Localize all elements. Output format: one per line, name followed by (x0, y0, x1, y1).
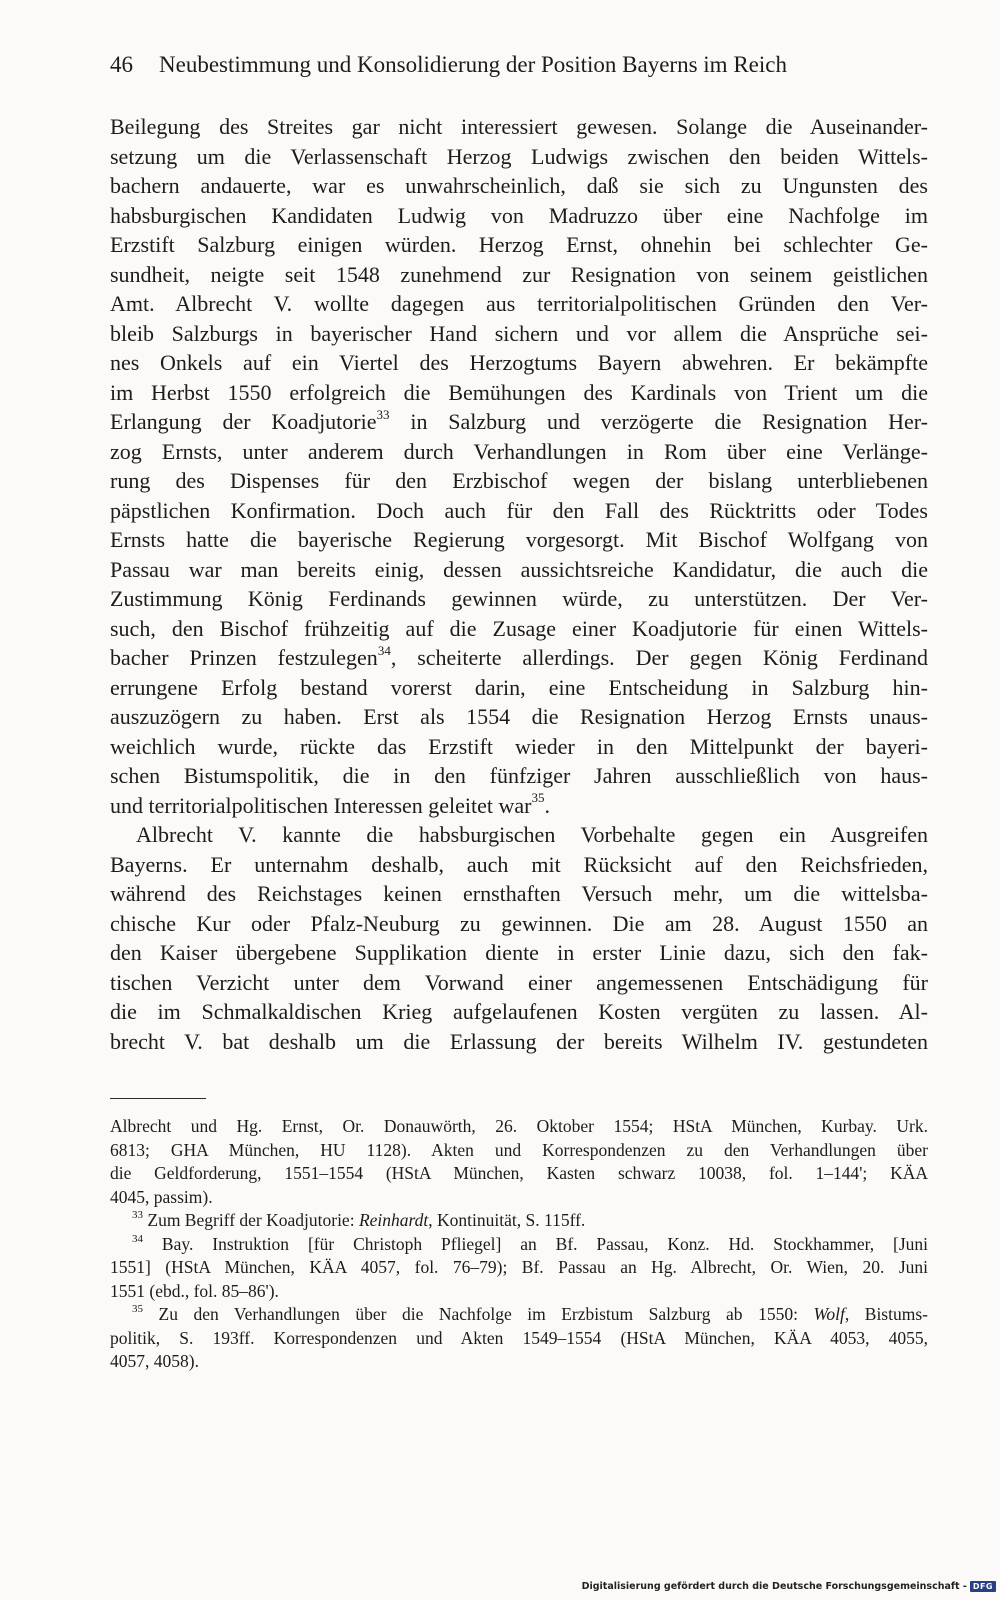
line-text: Amt. Albrecht V. wollte dagegen aus territorialpolitischen Gründen den Ver- (110, 291, 928, 316)
text-line (110, 201, 928, 231)
running-title: Neubestimmung und Konsolidierung der Position Bayerns im Reich (159, 52, 787, 77)
text-line (110, 142, 928, 172)
text-line (110, 437, 928, 467)
line-text: Passau war man bereits einig, dessen aussichtsreiche Kandidatur, die auch die (110, 556, 928, 582)
line-text: bachern andauerte, war es unwahrscheinlich, daß sie sich zu Ungunsten des (110, 173, 928, 198)
footnote-line (110, 1115, 928, 1139)
line-text: rung des Dispenses für den Erzbischof wegen der bislang unterbliebenen (110, 468, 928, 493)
footnote-line (110, 1186, 928, 1210)
text-line (110, 909, 928, 939)
line-text: bleib Salzburgs in bayerischer Hand sichern und vor allem die Ansprüche sei- (110, 320, 928, 346)
text-line (110, 112, 928, 142)
author-name: Reinhardt (358, 1210, 429, 1230)
footnote-separator (110, 1098, 206, 1099)
line-text: 6813; GHA München, HU 1128). Akten und Korrespondenzen zu den Verhandlungen über (110, 1139, 928, 1160)
text-line (110, 230, 928, 260)
text-line (110, 938, 928, 968)
text-line (110, 702, 928, 732)
footnote-line (110, 1139, 928, 1163)
line-text: habsburgischen Kandidaten Ludwig von Madruzzo über eine Nachfolge im (110, 202, 928, 228)
line-text-tail: in Salzburg und verzögerte die Resignation Her- (389, 409, 928, 434)
credit-text: Digitalisierung gefördert durch die Deutsche Forschungsgemeinschaft - (581, 1581, 967, 1592)
footnote-text: Zu den Verhandlungen über die Nachfolge im Erzbistum Salzburg ab 1550: (143, 1304, 814, 1324)
text-line (110, 968, 928, 998)
text-line (110, 171, 928, 201)
text-line (110, 614, 928, 644)
line-text: setzung um die Verlassenschaft Herzog Ludwigs zwischen den beiden Wittels- (110, 143, 928, 169)
footnote-line (110, 1209, 928, 1233)
line-text: während des Reichstages keinen ernsthaften Versuch mehr, um die wittelsba- (110, 881, 928, 906)
text-line (110, 555, 928, 585)
text-line (110, 378, 928, 408)
line-text: weichlich wurde, rückte das Erzstift wieder in den Mittelpunkt der bayeri- (110, 733, 928, 759)
footnote-reference: 35 (531, 790, 545, 806)
text-line (110, 466, 928, 496)
line-text: auszuzögern zu haben. Erst als 1554 die Resignation Herzog Ernsts unaus- (110, 704, 928, 729)
line-text: 1551] (HStA München, KÄA 4057, fol. 76–79); Bf. Passau an Hg. Albrecht, Or. Wien, 20. Juni (110, 1257, 928, 1277)
text-line (110, 1027, 928, 1057)
text-line (110, 348, 928, 378)
line-text: Albrecht V. kannte die habsburgischen Vorbehalte gegen ein Ausgreifen (136, 822, 928, 847)
line-text: Albrecht und Hg. Ernst, Or. Donauwörth, 26. Oktober 1554; HStA München, Kurbay. Urk. (110, 1116, 928, 1136)
line-text: 4057, 4058). (110, 1351, 199, 1371)
text-line (110, 997, 928, 1027)
line-text: im Herbst 1550 erfolgreich die Bemühungen des Kardinals von Trient um die (110, 379, 928, 405)
line-text: Bayerns. Er unternahm deshalb, auch mit Rücksicht auf den Reichsfrieden, (110, 851, 928, 877)
line-text: schen Bistumspolitik, die in den fünfziger Jahren ausschließlich von haus- (110, 763, 928, 788)
footnote-line (110, 1327, 928, 1351)
line-text: tischen Verzicht unter dem Vorwand einer angemessenen Entschädigung für (110, 969, 928, 995)
text-line (110, 289, 928, 319)
line-text-tail: , scheiterte allerdings. Der gegen König Ferdinand (390, 645, 928, 670)
text-line (110, 496, 928, 526)
line-text: Ernsts hatte die bayerische Regierung vorgesorgt. Mit Bischof Wolfgang von (110, 527, 928, 552)
footnote-line (110, 1303, 928, 1327)
page-number: 46 (110, 52, 133, 77)
dfg-logo: DFG (970, 1581, 996, 1592)
text-line (110, 260, 928, 290)
footnote-reference: 34 (377, 642, 391, 658)
text-line (110, 761, 928, 791)
footnote-number: 34 (132, 1232, 143, 1245)
line-text: die im Schmalkaldischen Krieg aufgelaufenen Kosten vergüten zu lassen. Al- (110, 999, 928, 1024)
running-header (110, 52, 856, 78)
line-text: den Kaiser übergebene Supplikation diente in erster Linie dazu, sich den fak- (110, 940, 928, 965)
line-text: nes Onkels auf ein Viertel des Herzogtums Bayern abwehren. Er bekämpfte (110, 350, 928, 375)
footnote-line (110, 1280, 928, 1304)
footnotes (110, 1115, 928, 1374)
footnote-line (110, 1256, 928, 1280)
footnote-reference: 33 (376, 406, 390, 422)
line-text-tail: , Bistums- (844, 1304, 928, 1324)
text-line (110, 879, 928, 909)
line-text: zog Ernsts, unter anderem durch Verhandlungen in Rom über eine Verlänge- (110, 438, 928, 464)
footnote-text: Bay. Instruktion [für Christoph Pfliegel] an Bf. Passau, Konz. Hd. Stockhammer, [Juni (143, 1233, 928, 1254)
text-line (110, 850, 928, 880)
footnote-line (110, 1350, 928, 1374)
text-line (110, 732, 928, 762)
line-text: such, den Bischof frühzeitig auf die Zusage einer Koadjutorie für einen Wittels- (110, 615, 928, 641)
digitization-credit (582, 1581, 996, 1592)
line-text: 4045, passim). (110, 1186, 213, 1207)
text-line (110, 643, 928, 673)
text-line (110, 673, 928, 703)
line-text: chische Kur oder Pfalz-Neuburg zu gewinnen. Die am 28. August 1550 an (110, 910, 928, 936)
line-text: Zustimmung König Ferdinands gewinnen würde, zu unterstützen. Der Ver- (110, 586, 928, 611)
line-text: die Geldforderung, 1551–1554 (HStA München, Kasten schwarz 10038, fol. 1–144'; KÄA (110, 1163, 928, 1183)
line-text: Erlangung der Koadjutorie (110, 409, 377, 434)
footnote-number: 33 (132, 1209, 143, 1222)
line-text-tail: . (544, 792, 551, 818)
line-text: 1551 (ebd., fol. 85–86'). (110, 1280, 279, 1301)
line-text: politik, S. 193ff. Korrespondenzen und Akten 1549–1554 (HStA München, KÄA 4053, 4055, (110, 1327, 928, 1348)
main-text (110, 112, 928, 1056)
text-line (110, 584, 928, 614)
footnote-line (110, 1233, 928, 1257)
footnote-text: Zum Begriff der Koadjutorie: (143, 1210, 359, 1230)
text-line (110, 319, 928, 349)
footnote-number: 35 (132, 1303, 143, 1316)
line-text: bacher Prinzen festzulegen (110, 645, 378, 670)
line-text: päpstlichen Konfirmation. Doch auch für den Fall des Rücktritts oder Todes (110, 497, 928, 523)
text-line (110, 525, 928, 555)
line-text: Beilegung des Streites gar nicht interessiert gewesen. Solange die Auseinander- (110, 114, 928, 139)
line-text: sundheit, neigte seit 1548 zunehmend zur Resignation von seinem geistlichen (110, 261, 928, 287)
line-text: Erzstift Salzburg einigen würden. Herzog Ernst, ohnehin bei schlechter Ge- (110, 232, 928, 257)
line-text-tail: , Kontinuität, S. 115ff. (428, 1210, 586, 1230)
author-name: Wolf (813, 1304, 845, 1324)
footnote-line (110, 1162, 928, 1186)
line-text: brecht V. bat deshalb um die Erlassung der bereits Wilhelm IV. gestundeten (110, 1028, 928, 1054)
text-line (110, 407, 928, 437)
line-text: errungene Erfolg bestand vorerst darin, eine Entscheidung in Salzburg hin- (110, 674, 928, 700)
line-text: und territorialpolitischen Interessen geleitet war (110, 792, 532, 818)
text-line (110, 791, 928, 821)
text-line (110, 820, 928, 850)
